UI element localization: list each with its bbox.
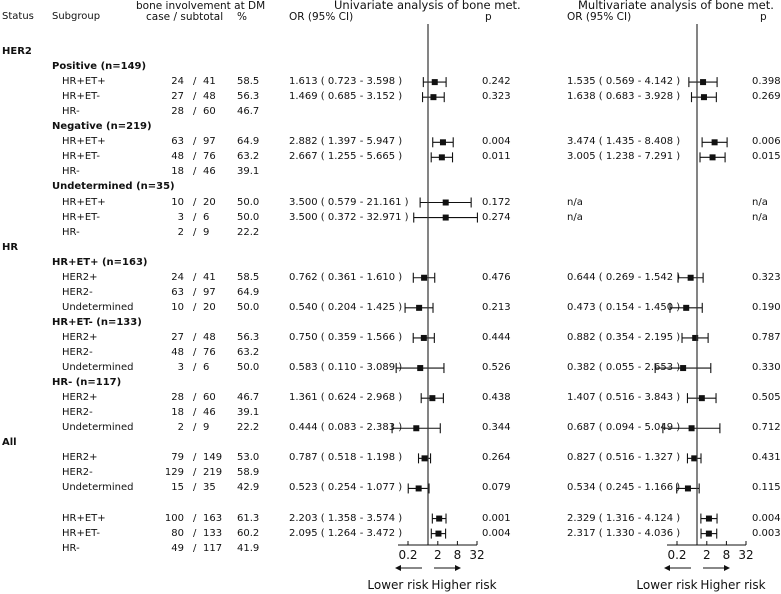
row-slash: / <box>193 211 197 223</box>
uni-or-ci: 3.500 ( 0.372 - 32.971 ) <box>289 211 409 223</box>
section-label: HER2 <box>2 46 32 57</box>
row-pct: 64.9 <box>237 136 260 148</box>
row-pct: 58.9 <box>237 467 260 479</box>
row-slash: / <box>193 452 197 464</box>
row-case: 79 <box>171 452 184 464</box>
multi-or-point-17 <box>683 305 689 311</box>
row-pct: 39.1 <box>237 407 260 419</box>
multi-or-ci: 0.687 ( 0.094 - 5.049 ) <box>567 422 681 434</box>
uni-or-ci: 0.523 ( 0.254 - 1.077 ) <box>289 482 403 494</box>
multi-p: 0.712 <box>752 422 781 434</box>
multi-or-ci: 2.317 ( 1.330 - 4.036 ) <box>567 527 681 539</box>
row-case: 24 <box>171 271 184 283</box>
row-label: HER2+ <box>62 271 98 283</box>
row-case: 80 <box>171 527 184 539</box>
uni-p: 0.172 <box>482 196 511 208</box>
multi-or-point-25 <box>689 425 695 431</box>
header-status: Status <box>2 11 34 22</box>
row-case: 28 <box>171 392 184 404</box>
multi-or-ci: n/a <box>567 196 583 208</box>
uni-or-point-2 <box>432 79 438 85</box>
multi-p: 0.398 <box>752 76 781 88</box>
row-slash: / <box>193 196 197 208</box>
multi-or-point-6 <box>712 139 718 145</box>
row-label: Undetermined <box>62 301 134 313</box>
row-subtotal: 9 <box>203 226 210 238</box>
uni-lower-risk-label: Lower risk <box>367 578 429 592</box>
row-subtotal: 6 <box>203 211 210 223</box>
uni-tick-label: 32 <box>469 548 485 562</box>
multi-p: n/a <box>752 196 768 208</box>
row-label: HER2- <box>62 407 93 419</box>
row-pct: 63.2 <box>237 151 260 163</box>
uni-or-ci: 0.750 ( 0.359 - 1.566 ) <box>289 331 403 343</box>
row-subtotal: 46 <box>203 166 216 178</box>
row-label: HER2- <box>62 347 93 358</box>
uni-or-ci: 2.095 ( 1.264 - 3.472 ) <box>289 527 403 539</box>
multi-or-ci: 3.474 ( 1.435 - 8.408 ) <box>567 136 681 148</box>
multi-p: n/a <box>752 211 768 223</box>
row-pct: 58.5 <box>237 271 260 283</box>
row-slash: / <box>193 76 197 88</box>
row-case: 27 <box>171 91 184 103</box>
row-case: 18 <box>171 166 184 178</box>
uni-p: 0.011 <box>482 151 511 163</box>
uni-or-point-31 <box>436 516 442 522</box>
row-pct: 56.3 <box>237 331 260 343</box>
row-label: HR- <box>62 166 80 178</box>
multi-p: 0.004 <box>752 512 781 524</box>
row-label: HR+ET+ <box>62 196 106 208</box>
row-case: 10 <box>171 196 184 208</box>
row-subtotal: 60 <box>203 392 216 404</box>
row-label: HR+ET- <box>62 211 100 223</box>
row-case: 63 <box>171 136 184 148</box>
multi-or-point-29 <box>685 485 691 491</box>
uni-higher-risk-label: Higher risk <box>431 578 497 592</box>
uni-tick-label: 2 <box>433 548 442 562</box>
row-label: HER2+ <box>62 392 98 404</box>
multi-p: 0.787 <box>752 331 781 343</box>
row-subtotal: 6 <box>203 362 210 374</box>
row-slash: / <box>193 136 197 148</box>
row-slash: / <box>193 286 197 298</box>
header-uni-or: OR (95% CI) <box>289 11 354 23</box>
multi-or-ci: 3.005 ( 1.238 - 7.291 ) <box>567 151 681 163</box>
uni-p: 0.274 <box>482 211 511 223</box>
uni-p: 0.004 <box>482 136 511 148</box>
row-case: 2 <box>177 422 184 434</box>
row-pct: 39.1 <box>237 166 260 178</box>
multi-lower-risk-arrowhead <box>664 565 670 571</box>
row-pct: 53.0 <box>237 452 260 464</box>
row-subtotal: 117 <box>203 542 223 554</box>
row-label: HER2+ <box>62 331 98 343</box>
uni-or-ci: 2.203 ( 1.358 - 3.574 ) <box>289 512 403 524</box>
row-case: 48 <box>171 151 184 163</box>
row-slash: / <box>193 542 197 554</box>
row-case: 3 <box>177 362 184 374</box>
row-subtotal: 48 <box>203 331 216 343</box>
row-subtotal: 20 <box>203 196 216 208</box>
row-slash: / <box>193 362 197 374</box>
row-case: 48 <box>171 347 184 358</box>
multi-or-ci: 1.638 ( 0.683 - 3.928 ) <box>567 91 681 103</box>
uni-or-ci: 0.444 ( 0.083 - 2.383 ) <box>289 422 403 434</box>
multi-higher-risk-arrowhead <box>724 565 730 571</box>
row-slash: / <box>193 467 197 479</box>
row-slash: / <box>193 91 197 103</box>
row-slash: / <box>193 482 197 494</box>
uni-tick-label: 8 <box>453 548 462 562</box>
uni-or-point-15 <box>421 275 427 281</box>
uni-or-point-3 <box>430 94 436 100</box>
row-slash: / <box>193 527 197 539</box>
row-label: Undetermined <box>62 362 134 374</box>
header-multi-or: OR (95% CI) <box>567 11 632 23</box>
row-label: HR+ET- <box>62 151 100 163</box>
uni-p: 0.004 <box>482 527 511 539</box>
row-pct: 61.3 <box>237 512 260 524</box>
uni-or-point-11 <box>443 215 449 221</box>
row-subtotal: 9 <box>203 422 210 434</box>
row-label: HR- <box>62 542 80 554</box>
uni-or-ci: 0.540 ( 0.204 - 1.425 ) <box>289 301 403 313</box>
row-slash: / <box>193 301 197 313</box>
row-case: 3 <box>177 211 184 223</box>
uni-or-ci: 1.469 ( 0.685 - 3.152 ) <box>289 91 403 103</box>
section-label: HR <box>2 241 19 253</box>
uni-or-ci: 3.500 ( 0.579 - 21.161 ) <box>289 196 409 208</box>
uni-or-point-6 <box>440 139 446 145</box>
row-pct: 50.0 <box>237 362 260 374</box>
uni-lower-risk-arrowhead <box>395 565 401 571</box>
uni-or-point-19 <box>421 335 427 341</box>
row-case: 2 <box>177 226 184 238</box>
row-case: 100 <box>164 512 184 524</box>
row-pct: 50.0 <box>237 301 260 313</box>
row-slash: / <box>193 271 197 283</box>
uni-or-point-21 <box>417 365 423 371</box>
multi-p: 0.269 <box>752 91 781 103</box>
multi-p: 0.323 <box>752 271 781 283</box>
uni-p: 0.264 <box>482 452 511 464</box>
uni-or-point-17 <box>416 305 422 311</box>
group-label: HR+ET+ (n=163) <box>52 256 148 268</box>
multi-or-ci: 0.382 ( 0.055 - 2.653 ) <box>567 362 681 374</box>
row-subtotal: 76 <box>203 347 216 358</box>
group-label: HR+ET- (n=133) <box>52 316 142 328</box>
multi-or-ci: 0.473 ( 0.154 - 1.450 ) <box>567 301 681 313</box>
row-subtotal: 35 <box>203 482 216 494</box>
uni-p: 0.444 <box>482 331 511 343</box>
multi-tick-label: 8 <box>722 548 731 562</box>
row-slash: / <box>193 392 197 404</box>
multi-or-point-7 <box>710 154 716 160</box>
uni-p: 0.242 <box>482 76 511 88</box>
header-multivariate-title: Multivariate analysis of bone met. <box>578 0 774 12</box>
multi-or-point-23 <box>699 395 705 401</box>
row-label: HER2+ <box>62 452 98 464</box>
header-bone-involvement: bone involvement at DM <box>136 0 266 12</box>
row-slash: / <box>193 151 197 163</box>
uni-or-ci: 1.613 ( 0.723 - 3.598 ) <box>289 76 403 88</box>
row-case: 10 <box>171 301 184 313</box>
multi-or-ci: 0.644 ( 0.269 - 1.542 ) <box>567 271 681 283</box>
uni-p: 0.526 <box>482 362 511 374</box>
row-pct: 41.9 <box>237 542 260 554</box>
multi-p: 0.003 <box>752 527 781 539</box>
row-subtotal: 20 <box>203 301 216 313</box>
multi-or-ci: n/a <box>567 211 583 223</box>
row-label: Undetermined <box>62 482 134 494</box>
row-subtotal: 163 <box>203 512 223 524</box>
row-case: 49 <box>171 542 184 554</box>
multi-or-ci: 2.329 ( 1.316 - 4.124 ) <box>567 512 681 524</box>
row-subtotal: 48 <box>203 91 216 103</box>
row-label: Undetermined <box>62 422 134 434</box>
uni-p: 0.344 <box>482 422 511 434</box>
row-subtotal: 149 <box>203 452 223 464</box>
multi-or-ci: 0.534 ( 0.245 - 1.166 ) <box>567 482 681 494</box>
row-slash: / <box>193 331 197 343</box>
row-slash: / <box>193 512 197 524</box>
row-label: HR+ET+ <box>62 76 106 88</box>
row-slash: / <box>193 106 197 118</box>
header-pct: % <box>237 11 247 23</box>
multi-or-point-2 <box>700 79 706 85</box>
uni-or-point-25 <box>413 425 419 431</box>
row-label: HR+ET- <box>62 527 100 539</box>
multi-or-point-21 <box>680 365 686 371</box>
row-case: 27 <box>171 331 184 343</box>
row-pct: 22.2 <box>237 226 260 238</box>
header-subgroup: Subgroup <box>52 11 101 22</box>
multi-p: 0.190 <box>752 301 781 313</box>
group-label: Negative (n=219) <box>52 121 152 133</box>
row-slash: / <box>193 407 197 419</box>
row-subtotal: 41 <box>203 76 216 88</box>
uni-tick-label: 0.2 <box>398 548 418 562</box>
multi-tick-label: 0.2 <box>667 548 687 562</box>
row-pct: 22.2 <box>237 422 260 434</box>
uni-higher-risk-arrowhead <box>455 565 461 571</box>
multi-tick-label: 2 <box>702 548 711 562</box>
row-label: HR+ET- <box>62 91 100 103</box>
uni-or-ci: 0.762 ( 0.361 - 1.610 ) <box>289 271 403 283</box>
header-uni-p: p <box>485 11 492 23</box>
uni-p: 0.079 <box>482 482 511 494</box>
section-label: All <box>2 437 17 449</box>
multi-or-ci: 0.882 ( 0.354 - 2.195 ) <box>567 331 681 343</box>
multi-or-point-27 <box>691 455 697 461</box>
multi-or-point-32 <box>706 531 712 537</box>
uni-or-ci: 1.361 ( 0.624 - 2.968 ) <box>289 392 403 404</box>
row-case: 24 <box>171 76 184 88</box>
uni-or-point-10 <box>443 200 449 206</box>
uni-or-ci: 2.667 ( 1.255 - 5.665 ) <box>289 151 403 163</box>
multi-p: 0.006 <box>752 136 781 148</box>
multi-p: 0.015 <box>752 151 781 163</box>
row-subtotal: 41 <box>203 271 216 283</box>
uni-or-point-32 <box>435 531 441 537</box>
uni-p: 0.001 <box>482 512 511 524</box>
row-pct: 56.3 <box>237 91 260 103</box>
row-case: 18 <box>171 407 184 419</box>
header-case-subtotal: case / subtotal <box>146 11 224 23</box>
uni-p: 0.438 <box>482 392 511 404</box>
uni-or-point-29 <box>416 485 422 491</box>
row-subtotal: 46 <box>203 407 216 419</box>
uni-or-point-23 <box>429 395 435 401</box>
row-slash: / <box>193 347 197 358</box>
multi-lower-risk-label: Lower risk <box>636 578 698 592</box>
row-pct: 46.7 <box>237 392 260 404</box>
row-pct: 63.2 <box>237 347 260 358</box>
multi-higher-risk-label: Higher risk <box>700 578 766 592</box>
row-subtotal: 133 <box>203 527 223 539</box>
row-case: 28 <box>171 106 184 118</box>
multi-p: 0.330 <box>752 362 781 374</box>
multi-p: 0.505 <box>752 392 781 404</box>
uni-or-point-7 <box>439 154 445 160</box>
multi-or-point-15 <box>688 275 694 281</box>
multi-p: 0.431 <box>752 452 781 464</box>
header-univariate-title: Univariate analysis of bone met. <box>334 0 521 12</box>
uni-or-point-27 <box>422 455 428 461</box>
multi-or-point-3 <box>701 94 707 100</box>
row-subtotal: 219 <box>203 467 223 479</box>
multi-tick-label: 32 <box>738 548 754 562</box>
row-pct: 42.9 <box>237 482 260 494</box>
row-label: HER2- <box>62 286 93 298</box>
row-subtotal: 97 <box>203 286 216 298</box>
multi-p: 0.115 <box>752 482 781 494</box>
row-case: 63 <box>171 286 184 298</box>
row-label: HR+ET+ <box>62 136 106 148</box>
group-label: HR- (n=117) <box>52 377 122 389</box>
row-label: HER2- <box>62 467 93 479</box>
row-pct: 50.0 <box>237 211 260 223</box>
group-label: Undetermined (n=35) <box>52 181 175 193</box>
uni-or-ci: 0.583 ( 0.110 - 3.089 ) <box>289 362 403 374</box>
row-slash: / <box>193 226 197 238</box>
row-subtotal: 60 <box>203 106 216 118</box>
row-case: 15 <box>171 482 184 494</box>
multi-or-ci: 1.535 ( 0.569 - 4.142 ) <box>567 76 681 88</box>
row-pct: 46.7 <box>237 106 260 118</box>
multi-or-ci: 0.827 ( 0.516 - 1.327 ) <box>567 452 681 464</box>
uni-p: 0.323 <box>482 91 511 103</box>
row-pct: 64.9 <box>237 286 260 298</box>
row-pct: 60.2 <box>237 527 260 539</box>
row-case: 129 <box>164 467 184 479</box>
row-subtotal: 97 <box>203 136 216 148</box>
multi-or-ci: 1.407 ( 0.516 - 3.843 ) <box>567 392 681 404</box>
multi-or-point-31 <box>706 516 712 522</box>
row-label: HR+ET+ <box>62 512 106 524</box>
row-slash: / <box>193 166 197 178</box>
uni-p: 0.476 <box>482 271 511 283</box>
header-multi-p: p <box>760 11 767 23</box>
row-label: HR- <box>62 106 80 118</box>
uni-p: 0.213 <box>482 301 511 313</box>
uni-or-ci: 0.787 ( 0.518 - 1.198 ) <box>289 452 403 464</box>
group-label: Positive (n=149) <box>52 61 147 73</box>
row-pct: 58.5 <box>237 76 260 88</box>
row-label: HR- <box>62 226 80 238</box>
row-subtotal: 76 <box>203 151 216 163</box>
row-pct: 50.0 <box>237 196 260 208</box>
row-slash: / <box>193 422 197 434</box>
uni-or-ci: 2.882 ( 1.397 - 5.947 ) <box>289 136 403 148</box>
